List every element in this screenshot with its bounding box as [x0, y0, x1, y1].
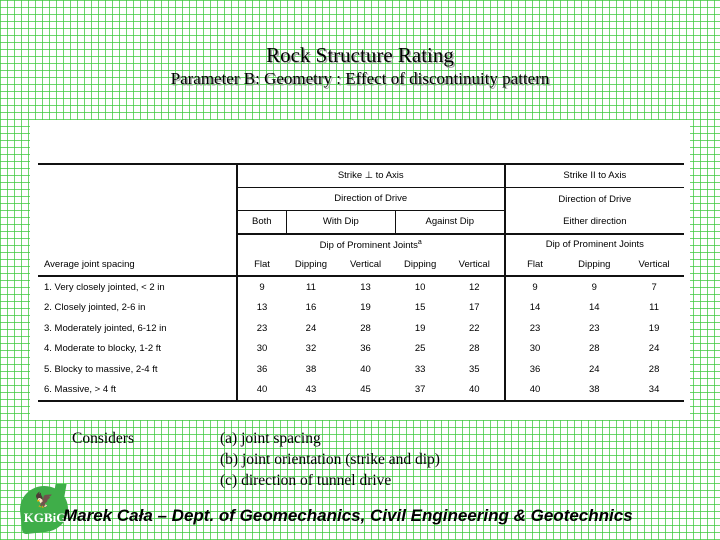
cell-value: 7 — [651, 281, 657, 293]
considers-item-a: (a) joint spacing — [220, 430, 321, 447]
considers-items — [220, 428, 440, 491]
logo-text: KGBiG — [23, 510, 67, 525]
cell-value: 14 — [505, 298, 565, 319]
header-either-direction: Either direction — [505, 211, 684, 235]
subheader-left-1: Dipping — [286, 255, 335, 276]
cell-value: 35 — [468, 363, 480, 375]
considers-label: Considers — [72, 430, 134, 447]
table-row — [38, 359, 684, 380]
cell-value: 23 — [589, 322, 600, 334]
cell-value: 28 — [468, 343, 480, 354]
header-dip-prominent-right: Dip of Prominent Joints — [505, 234, 684, 255]
considers-block — [72, 428, 440, 491]
cell-value: 22 — [468, 322, 480, 334]
cell-value: 40 — [237, 380, 286, 402]
rock-structure-rating-table — [38, 163, 684, 402]
cell-value: 13 — [237, 298, 286, 319]
cell-value: 43 — [286, 380, 335, 402]
cell-value: 15 — [414, 302, 426, 313]
title-block — [0, 43, 720, 90]
table-row — [38, 380, 684, 402]
cell-value: 30 — [237, 339, 286, 360]
cell-value: 9 — [505, 276, 565, 298]
header-with-dip: With Dip — [286, 211, 395, 235]
header-strike-perpendicular: Strike ⊥ to Axis — [237, 164, 505, 188]
cell-value: 33 — [414, 363, 426, 375]
row-label: 6. Massive, > 4 ft — [38, 380, 237, 402]
page-subtitle: Parameter B: Geometry : Effect of discontinuity pattern — [170, 69, 550, 88]
page-title: Rock Structure Rating — [266, 43, 454, 67]
header-blank-cell — [38, 164, 237, 188]
cell-value: 36 — [360, 343, 371, 354]
cell-value: 12 — [468, 281, 480, 293]
header-blank-cell-4 — [38, 234, 237, 255]
subheader-right-2: Vertical — [624, 255, 684, 276]
cell-value: 19 — [414, 322, 426, 334]
cell-value: 38 — [305, 363, 317, 375]
cell-value: 19 — [360, 302, 371, 313]
cell-value: 23 — [237, 318, 286, 339]
cell-value: 34 — [624, 380, 684, 402]
cell-value: 28 — [360, 322, 371, 334]
subheader-left-3: Dipping — [395, 255, 444, 276]
subheader-left-0: Flat — [237, 255, 286, 276]
row-label: 2. Closely jointed, 2-6 in — [44, 302, 146, 313]
cell-value: 36 — [505, 359, 565, 380]
cell-value: 40 — [360, 363, 371, 375]
table-row — [38, 276, 684, 298]
cell-value: 38 — [564, 380, 624, 402]
table-row — [38, 339, 684, 360]
cell-value: 24 — [589, 363, 600, 375]
row-label: 4. Moderate to blocky, 1-2 ft — [44, 343, 162, 354]
table-subheader-row — [38, 255, 684, 276]
header-dip-prominent-left-text: Dip of Prominent Joints — [319, 240, 418, 252]
cell-value: 10 — [414, 281, 426, 293]
cell-value: 32 — [305, 343, 317, 354]
cell-value: 11 — [649, 302, 660, 313]
header-blank-cell-2 — [38, 188, 237, 211]
cell-value: 24 — [305, 322, 317, 334]
cell-value: 40 — [505, 380, 565, 402]
header-dip-prominent-left — [237, 234, 505, 255]
header-against-dip: Against Dip — [395, 211, 504, 235]
cell-value: 24 — [648, 343, 660, 354]
subheader-right-1: Dipping — [564, 255, 624, 276]
header-dip-prominent-footnote-marker: a — [417, 239, 422, 247]
table-header-direction-row — [38, 188, 684, 211]
cell-value: 45 — [336, 380, 396, 402]
table-row — [38, 298, 684, 319]
subheader-left-2: Vertical — [336, 255, 396, 276]
table-header-prominent-joints-row — [38, 234, 684, 255]
cell-value: 9 — [591, 281, 597, 293]
header-strike-parallel: Strike II to Axis — [505, 164, 684, 188]
cell-value: 16 — [305, 302, 317, 313]
header-both: Both — [237, 211, 286, 235]
table-header-dip-direction-row — [38, 211, 684, 235]
cell-value: 40 — [445, 380, 505, 402]
cell-value: 36 — [237, 359, 286, 380]
header-direction-of-drive-right: Direction of Drive — [505, 188, 684, 211]
cell-value: 9 — [237, 276, 286, 298]
cell-value: 28 — [589, 343, 600, 354]
header-blank-cell-3 — [38, 211, 237, 235]
row-label: 3. Moderately jointed, 6-12 in — [44, 322, 167, 334]
row-label: 1. Very closely jointed, < 2 in — [44, 281, 165, 293]
cell-value: 30 — [505, 339, 565, 360]
eagle-icon: 🦅 — [34, 493, 54, 509]
considers-item-b: (b) joint orientation (strike and dip) — [220, 451, 440, 468]
footer-author-text: Marek Cała – Dept. of Geomechanics, Civil Engineering & Geotechnics — [63, 506, 633, 525]
cell-value: 13 — [360, 281, 371, 293]
cell-value: 23 — [505, 318, 565, 339]
cell-value: 14 — [589, 302, 600, 313]
cell-value: 19 — [648, 322, 660, 334]
row-label: 5. Blocky to massive, 2-4 ft — [44, 363, 158, 375]
cell-value: 11 — [306, 281, 316, 293]
cell-value: 28 — [648, 363, 660, 375]
subheader-left-4: Vertical — [445, 255, 505, 276]
cell-value: 17 — [468, 302, 480, 313]
header-direction-of-drive-left: Direction of Drive — [237, 188, 505, 211]
cell-value: 25 — [414, 343, 426, 354]
subheader-right-0: Flat — [505, 255, 565, 276]
considers-item-c: (c) direction of tunnel drive — [220, 472, 392, 489]
cell-value: 37 — [395, 380, 444, 402]
table-row — [38, 318, 684, 339]
header-average-joint-spacing: Average joint spacing — [38, 255, 237, 276]
table-header-strike-row — [38, 164, 684, 188]
